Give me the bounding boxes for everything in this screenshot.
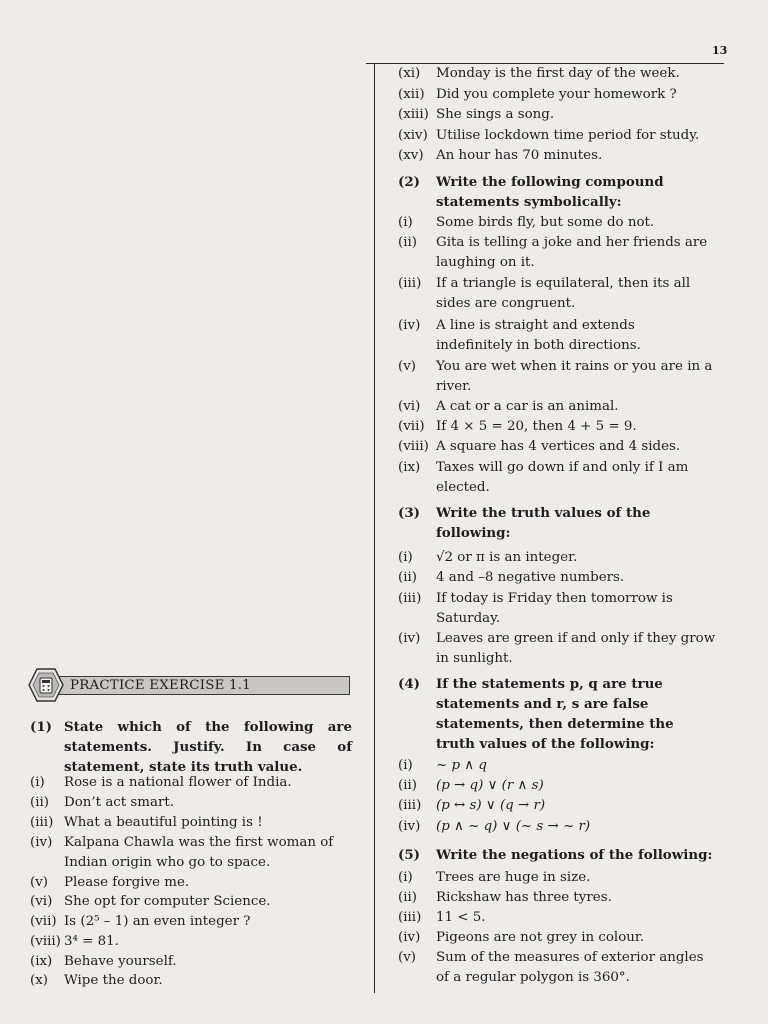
list-item: (i) √2 or π is an integer.	[398, 550, 578, 565]
list-item: (iii) (p ↔ s) ∨ (q → r)	[398, 798, 546, 813]
list-item: (ii) 4 and –8 negative numbers.	[398, 570, 625, 585]
list-item: (vi) She opt for computer Science.	[30, 894, 271, 909]
list-item: (iv) A line is straight and extends indefinitely in both directions.	[398, 318, 641, 353]
list-item: (ix) Taxes will go down if and only if I am elected.	[398, 460, 689, 495]
list-item: (ix) Behave yourself.	[30, 954, 177, 969]
list-item: (viii) A square has 4 vertices and 4 sides.	[398, 439, 681, 454]
list-item: (i) Some birds fly, but some do not.	[398, 215, 655, 230]
list-item: (ii) Don’t act smart.	[30, 795, 175, 810]
list-item: (vii) Is (2⁵ – 1) an even integer ?	[30, 914, 251, 929]
exercise-title: PRACTICE EXERCISE 1.1	[70, 678, 251, 693]
page-number: 13	[712, 44, 728, 57]
list-item: (iii) 11 < 5.	[398, 910, 486, 925]
list-item: (v) Please forgive me.	[30, 875, 190, 890]
list-item: (xii) Did you complete your homework ?	[398, 87, 677, 102]
list-item: (xiv) Utilise lockdown time period for study.	[398, 128, 700, 143]
list-item: (xi) Monday is the first day of the week.	[398, 66, 680, 81]
list-item: (iii) What a beautiful pointing is !	[30, 815, 263, 830]
list-item: (iv) Pigeons are not grey in colour.	[398, 930, 645, 945]
list-item: (x) Wipe the door.	[30, 973, 163, 988]
list-item: (ii) Gita is telling a joke and her friends are laughing on it.	[398, 235, 708, 270]
list-item: (v) You are wet when it rains or you are in a river.	[398, 359, 713, 394]
list-item: (iv) Kalpana Chawla was the first woman of Indian origin who go to space.	[30, 835, 334, 870]
list-item: (iii) If a triangle is equilateral, then its all sides are congruent.	[398, 276, 691, 311]
list-item: (iv) (p ∧ ~ q) ∨ (~ s → ~ r)	[398, 819, 591, 834]
list-item: (xv) An hour has 70 minutes.	[398, 148, 603, 163]
exercise-banner	[28, 668, 350, 702]
question-5: (5) Write the negations of the following:	[398, 847, 713, 863]
question-4: (4) If the statements p, q are true statements and r, s are false statements, then determine the truth values of the following:	[398, 676, 674, 752]
list-item: (i) Rose is a national flower of India.	[30, 775, 292, 790]
question-3: (3) Write the truth values of the following:	[398, 505, 651, 541]
question-number: (1)	[30, 719, 52, 735]
list-item: (v) Sum of the measures of exterior angles of a regular polygon is 360°.	[398, 950, 704, 985]
question-2: (2) Write the following compound statements symbolically:	[398, 174, 664, 210]
column-divider	[374, 63, 375, 993]
question-1	[30, 717, 352, 777]
list-item: (iii) If today is Friday then tomorrow is Saturday.	[398, 591, 673, 626]
list-item: (viii) 3⁴ = 81.	[30, 934, 119, 949]
list-item: (ii) (p → q) ∨ (r ∧ s)	[398, 778, 544, 793]
list-item: (ii) Rickshaw has three tyres.	[398, 890, 612, 905]
list-item: (i) ~ p ∧ q	[398, 758, 487, 773]
question-text: State which of the following are statements. Justify. In case of statement, state its truth value.	[64, 719, 352, 775]
list-item: (vi) A cat or a car is an animal.	[398, 399, 619, 414]
list-item: (vii) If 4 × 5 = 20, then 4 + 5 = 9.	[398, 419, 637, 434]
list-item: (xiii) She sings a song.	[398, 107, 555, 122]
list-item: (iv) Leaves are green if and only if they grow in sunlight.	[398, 631, 716, 666]
calculator-hexagon-icon	[28, 668, 64, 702]
list-item: (i) Trees are huge in size.	[398, 870, 591, 885]
